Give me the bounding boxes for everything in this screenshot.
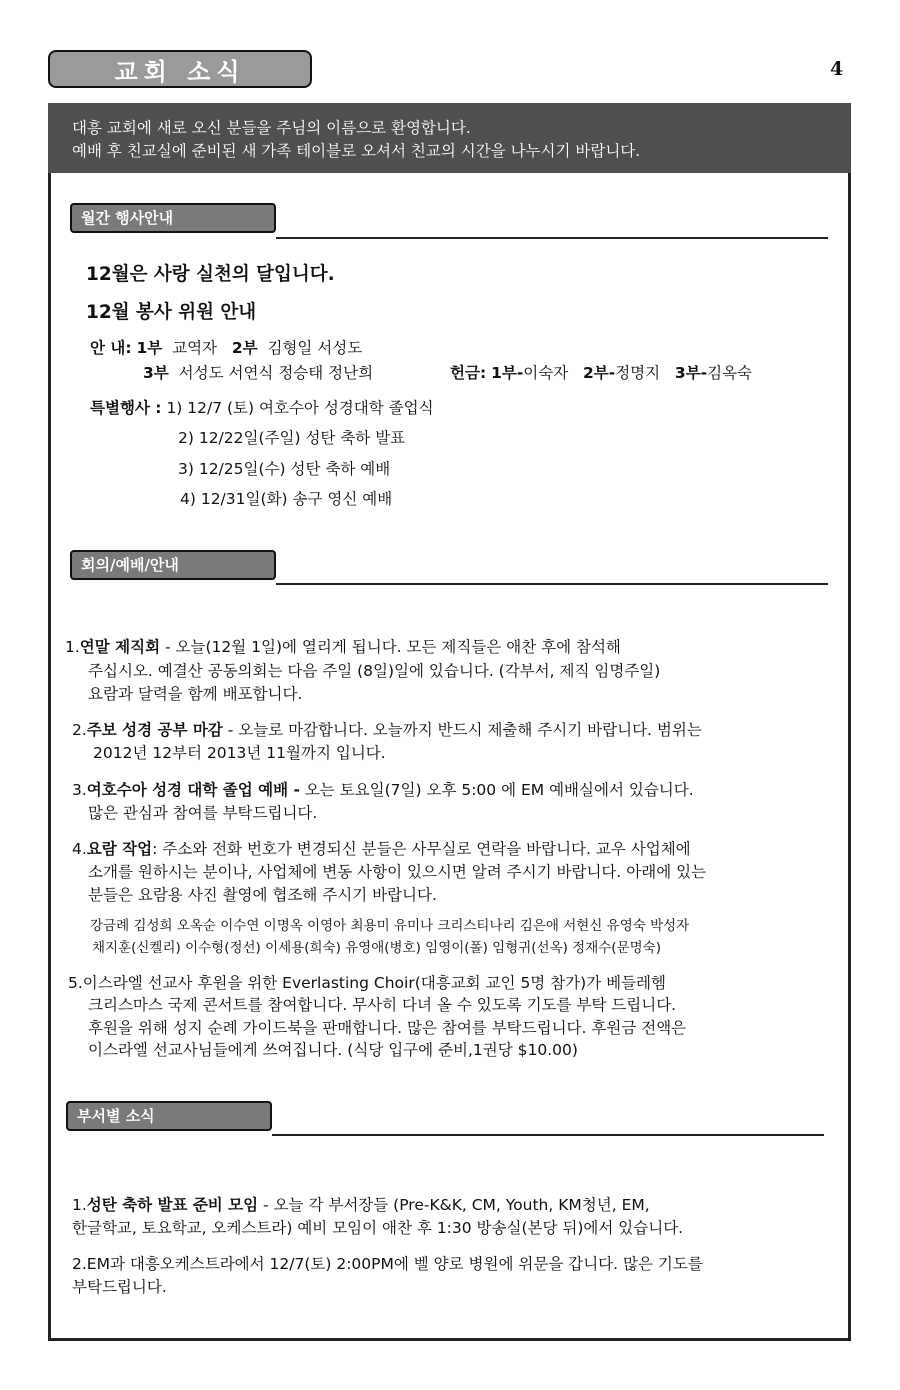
offering-p1: 이숙자	[523, 364, 569, 382]
item-number: 4.	[72, 840, 87, 858]
usher-p1: 교역자	[172, 339, 218, 357]
event-item: 2) 12/22일(주일) 성탄 축하 발표	[178, 429, 406, 447]
meeting-item-1-line-1	[65, 635, 621, 657]
welcome-line-1: 대흥 교회에 새로 오신 분들을 주님의 이름으로 환영합니다.	[72, 119, 471, 137]
item-text: 오는 토요일(7일) 오후 5:00 에 EM 예배실에서 있습니다.	[299, 781, 694, 799]
offering-p3-label: 3부-	[674, 364, 708, 382]
meeting-item-1-line-3: 요람과 달력을 함께 배포합니다.	[88, 685, 303, 703]
section-heading-meetings: 회의/예배/안내	[70, 550, 276, 580]
event-item: 1) 12/7 (토) 여호수아 성경대학 졸업식	[166, 399, 434, 417]
meeting-item-5-line-1: 5.이스라엘 선교사 후원을 위한 Everlasting Choir(대흥교회 교인 5명 참가)가 베들레헴	[68, 974, 666, 992]
item-number: 3.	[72, 781, 87, 799]
usher-p2-label: 2부	[231, 339, 258, 357]
offering-row	[450, 361, 752, 383]
offering-p3: 김옥숙	[707, 364, 753, 382]
meeting-item-5-line-2: 크리스마스 국제 콘서트를 참여합니다. 무사히 다녀 올 수 있도록 기도를 부탁 드립니다.	[88, 996, 677, 1014]
photo-names-line-1: 강금례 김성희 오옥순 이수연 이명옥 이영아 최용미 유미나 크리스티나리 김은애 서현신 유영숙 박성자	[90, 918, 690, 934]
dept-item-1-line-2: 한글학교, 토요학교, 오케스트라) 예비 모임이 애찬 후 1:30 방송실(본당 뒤)에서 있습니다.	[72, 1219, 684, 1237]
section-heading-monthly: 월간 행사안내	[70, 203, 276, 233]
usher-p3: 서성도 서연식 정승태 정난희	[178, 364, 374, 382]
usher-row-2	[143, 361, 373, 383]
item-text: : 주소와 전화 번호가 변경되신 분들은 사무실로 연락을 바랍니다. 교우 사업체에	[152, 840, 691, 858]
meeting-item-2-line-1	[72, 718, 702, 740]
event-item: 4) 12/31일(화) 송구 영신 예배	[180, 490, 393, 508]
section-heading-departments: 부서별 소식	[66, 1101, 272, 1131]
welcome-banner	[48, 103, 851, 173]
special-event-row-1	[90, 396, 434, 418]
offering-p1-label: 1부-	[491, 364, 524, 382]
item-title: 요람 작업	[86, 840, 153, 858]
item-number: 1.	[72, 1196, 87, 1214]
meeting-item-3-line-2: 많은 관심과 참여를 부탁드립니다.	[88, 804, 318, 822]
meeting-item-1-line-2: 주십시오. 예결산 공동의회는 다음 주일 (8일)일에 있습니다. (각부서, 제직 임명주일)	[88, 662, 661, 680]
item-text: - 오늘로 마감합니다. 오늘까지 반드시 제출해 주시기 바랍니다. 범위는	[222, 721, 702, 739]
photo-names-line-2: 채지훈(신켈리) 이수형(정선) 이세용(희숙) 유영애(병호) 임영이(폴) 임형귀(선옥) 정재수(문명숙)	[92, 940, 661, 956]
usher-p2: 김형일 서성도	[267, 339, 363, 357]
usher-p1-label: 1부	[136, 339, 163, 357]
usher-row-1	[90, 336, 362, 358]
event-item: 3) 12/25일(수) 성탄 축하 예배	[178, 460, 391, 478]
meeting-item-4-line-1	[72, 837, 691, 859]
section-rule-departments	[272, 1134, 824, 1136]
item-title: 여호수아 성경 대학 졸업 예배 -	[86, 781, 300, 799]
section-rule-monthly	[276, 237, 828, 239]
committee-title: 12월 봉사 위원 안내	[86, 302, 257, 323]
usher-p3-label: 3부	[143, 364, 169, 382]
special-label: 특별행사 :	[90, 399, 162, 417]
meeting-item-5-line-4: 이스라엘 선교사님들에게 쓰여집니다. (식당 입구에 준비,1권당 $10.00)	[88, 1041, 578, 1059]
dept-item-2-line-2: 부탁드립니다.	[72, 1278, 167, 1296]
offering-p2: 정명지	[615, 364, 661, 382]
section-rule-meetings	[276, 583, 828, 585]
offering-label: 헌금:	[450, 364, 487, 382]
item-title: 연말 제직회	[79, 638, 161, 656]
usher-label: 안 내:	[90, 339, 132, 357]
meeting-item-3-line-1	[72, 778, 694, 800]
offering-p2-label: 2부-	[583, 364, 616, 382]
page-title-box	[48, 50, 312, 88]
page-number: 4	[830, 58, 844, 80]
dept-item-2-line-1: 2.EM과 대흥오케스트라에서 12/7(토) 2:00PM에 벨 양로 병원에 위문을 갑니다. 많은 기도를	[72, 1255, 703, 1273]
item-number: 1.	[65, 638, 80, 656]
item-number: 2.	[72, 721, 87, 739]
welcome-line-2: 예배 후 친교실에 준비된 새 가족 테이블로 오셔서 친교의 시간을 나누시기 바랍니다.	[72, 142, 641, 160]
meeting-item-4-line-3: 분들은 요람용 사진 촬영에 협조해 주시기 바랍니다.	[88, 886, 437, 904]
page-title: 교회 소식	[114, 57, 246, 86]
dept-item-1-line-1	[72, 1193, 650, 1215]
item-text: - 오늘 각 부서장들 (Pre-K&K, CM, Youth, KM청년, EM,	[258, 1196, 650, 1214]
monthly-theme: 12월은 사랑 실천의 달입니다.	[86, 264, 335, 285]
meeting-item-2-line-2: 2012년 12부터 2013년 11월까지 입니다.	[93, 744, 386, 762]
item-text: - 오늘(12월 1일)에 열리게 됩니다. 모든 제직들은 애찬 후에 참석해	[160, 638, 621, 656]
item-title: 주보 성경 공부 마감	[86, 721, 223, 739]
meeting-item-4-line-2: 소개를 원하시는 분이나, 사업체에 변동 사항이 있으시면 알려 주시기 바랍니다. 아래에 있는	[88, 863, 707, 881]
meeting-item-5-line-3: 후원을 위해 성지 순례 가이드북을 판매합니다. 많은 참여를 부탁드립니다. 후원금 전액은	[88, 1019, 687, 1037]
item-title: 성탄 축하 발표 준비 모임	[86, 1196, 259, 1214]
